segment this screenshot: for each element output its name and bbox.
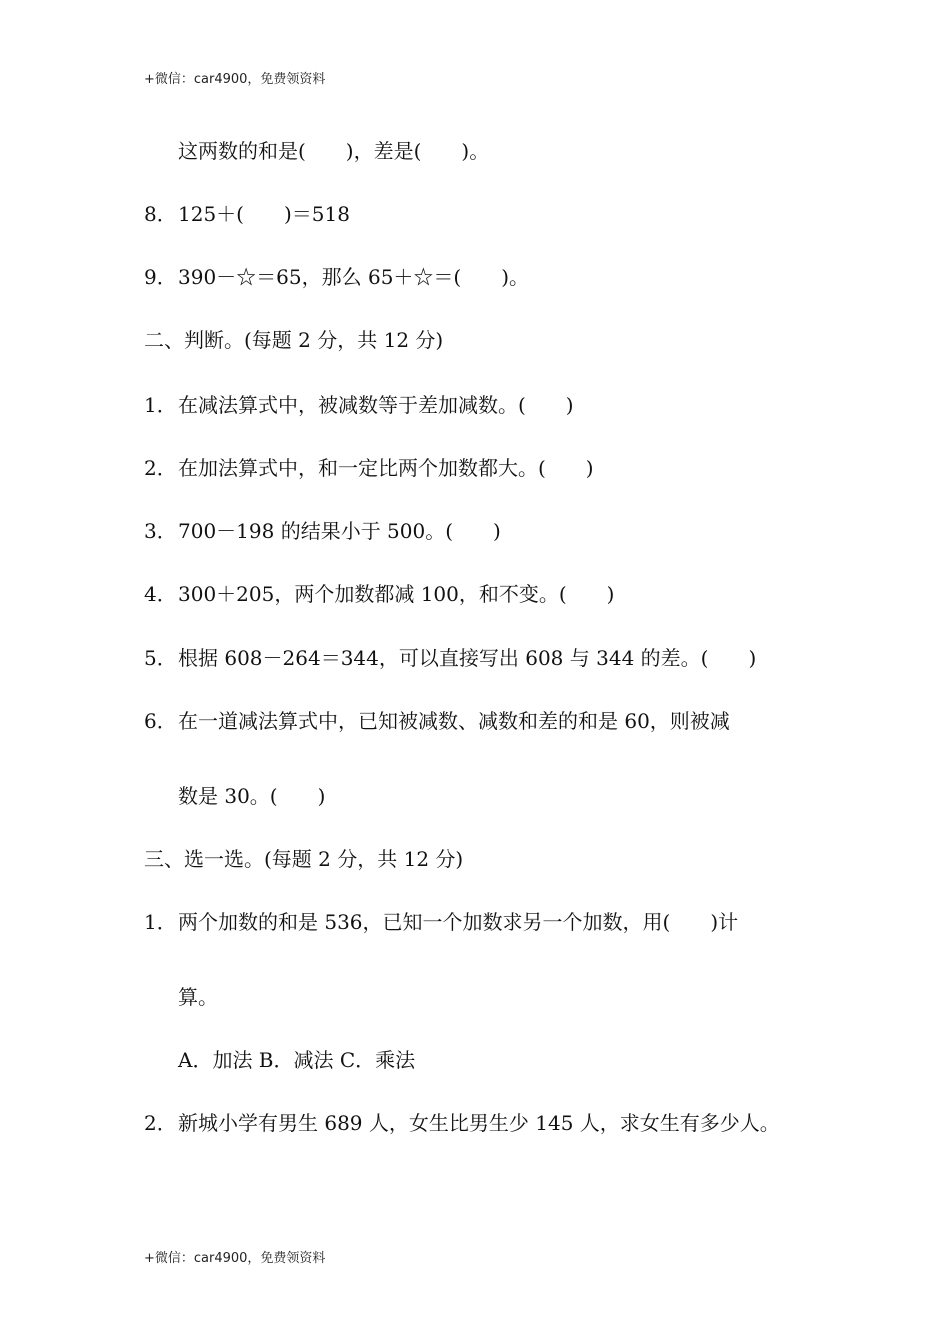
page-footer-watermark: +微信：car4900，免费领资料 <box>144 1251 326 1266</box>
line-text: 390－☆＝65，那么 65＋☆＝( )。 <box>178 265 530 289</box>
section-2-heading <box>144 328 443 352</box>
line-text: 算。 <box>178 985 218 1009</box>
line-text: A．加法 B．减法 C．乘法 <box>178 1048 416 1072</box>
line-text: 数是 30。( ) <box>178 784 326 808</box>
line-text: 在加法算式中，和一定比两个加数都大。( ) <box>178 456 594 480</box>
line-text: 300＋205，两个加数都减 100，和不变。( ) <box>178 582 615 606</box>
question-number: 5． <box>144 646 177 670</box>
line-text: 两个加数的和是 536，已知一个加数求另一个加数，用( )计 <box>178 910 739 934</box>
question-number: 8． <box>144 202 177 226</box>
question-7-continuation <box>178 139 489 163</box>
line-text: 125＋( )＝518 <box>178 202 350 226</box>
question-number: 1． <box>144 393 177 417</box>
choice-question-1-continuation <box>178 985 218 1009</box>
question-number: 2． <box>144 456 177 480</box>
question-9 <box>144 265 529 289</box>
question-number: 3． <box>144 519 177 543</box>
line-text: 三、选一选。(每题 2 分，共 12 分) <box>144 847 464 871</box>
line-text: 这两数的和是( )，差是( )。 <box>178 139 490 163</box>
judge-question-4 <box>144 582 614 606</box>
choice-question-2 <box>144 1111 780 1135</box>
judge-question-2 <box>144 456 594 480</box>
question-number: 9． <box>144 265 177 289</box>
question-number: 2． <box>144 1111 177 1135</box>
judge-question-1 <box>144 393 574 417</box>
judge-question-5 <box>144 646 756 670</box>
line-text: 根据 608－264＝344，可以直接写出 608 与 344 的差。( ) <box>178 646 757 670</box>
question-number: 6． <box>144 709 177 733</box>
choice-question-1 <box>144 910 738 934</box>
line-text: 新城小学有男生 689 人，女生比男生少 145 人，求女生有多少人。 <box>178 1111 780 1135</box>
question-number: 1． <box>144 910 177 934</box>
judge-question-3 <box>144 519 501 543</box>
line-text: 二、判断。(每题 2 分，共 12 分) <box>144 328 444 352</box>
judge-question-6-continuation <box>178 784 325 808</box>
judge-question-6 <box>144 709 730 733</box>
question-number: 4． <box>144 582 177 606</box>
section-3-heading <box>144 847 463 871</box>
line-text: 在一道减法算式中，已知被减数、减数和差的和是 60，则被减 <box>178 709 730 733</box>
line-text: 700－198 的结果小于 500。( ) <box>178 519 501 543</box>
page-header-watermark: +微信：car4900，免费领资料 <box>144 72 326 87</box>
choice-question-1-options <box>178 1048 415 1072</box>
line-text: 在减法算式中，被减数等于差加减数。( ) <box>178 393 574 417</box>
question-8 <box>144 202 350 226</box>
